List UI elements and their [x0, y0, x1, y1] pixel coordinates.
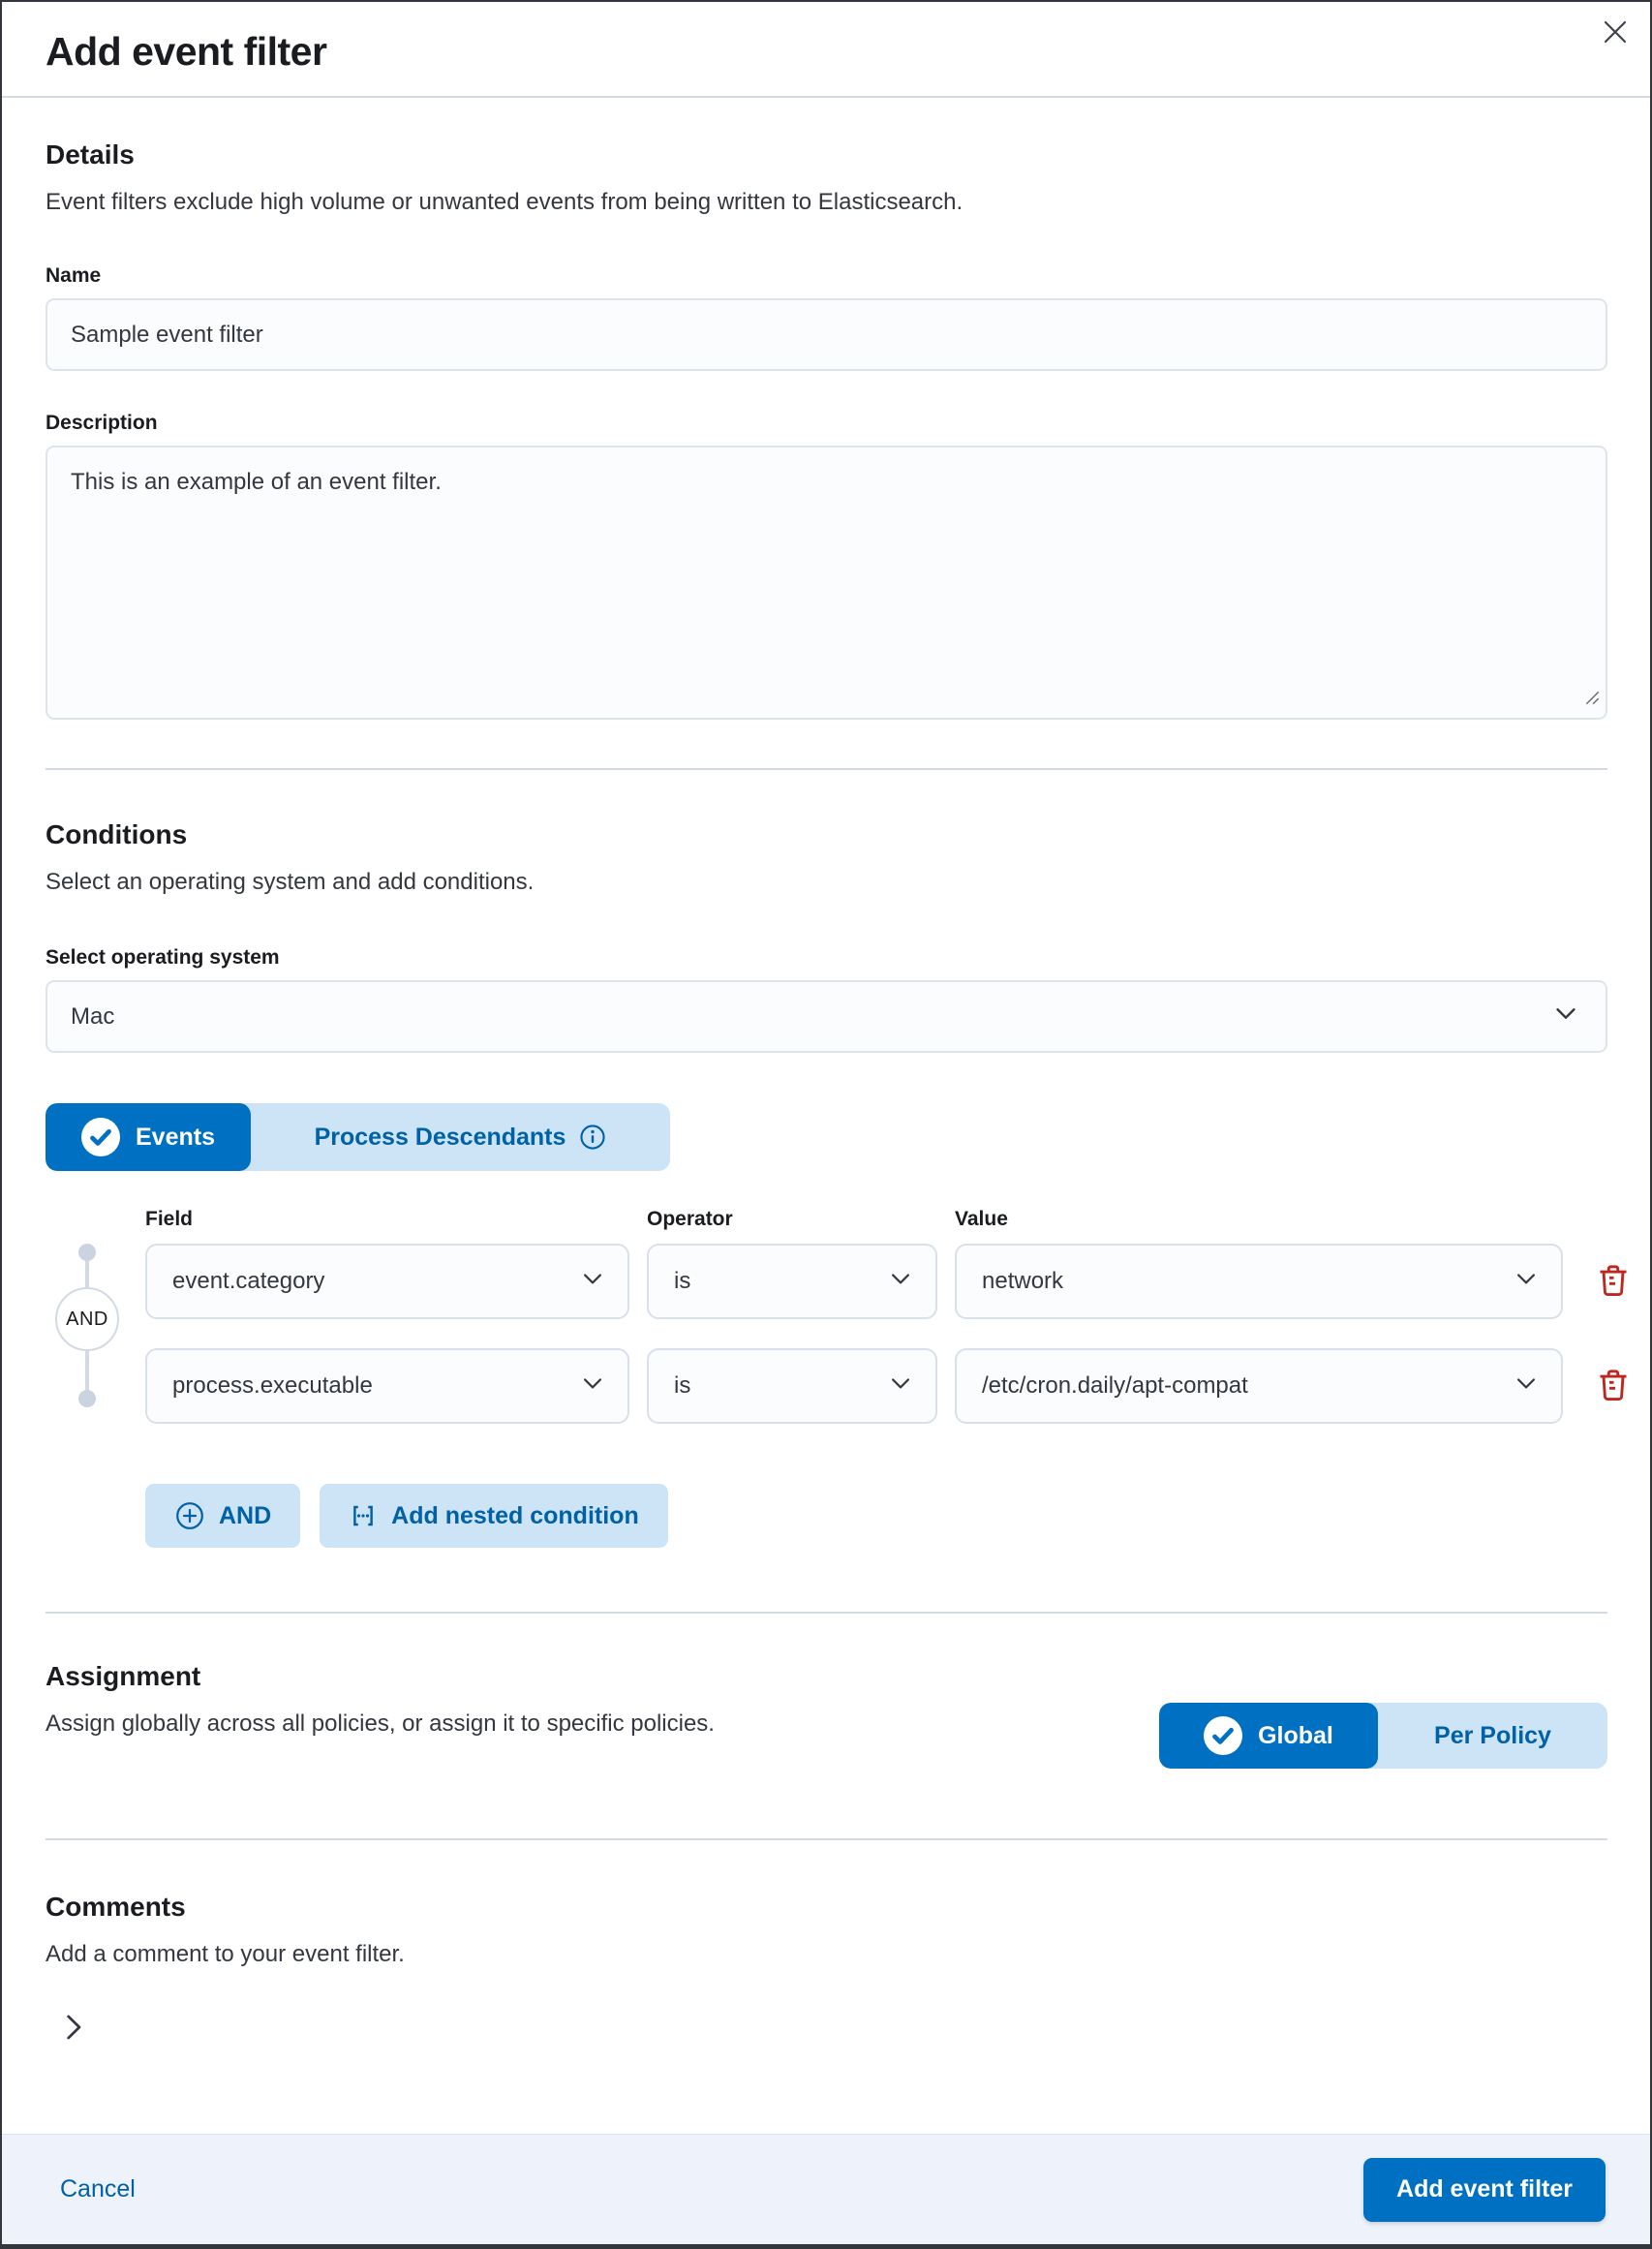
connector-dot-top — [78, 1244, 96, 1261]
comments-heading: Comments — [46, 1892, 186, 1922]
condition-row — [145, 1348, 1635, 1424]
add-event-filter-button[interactable]: Add event filter — [1363, 2158, 1606, 2222]
value-select-value: /etc/cron.daily/apt-compat — [982, 1372, 1248, 1399]
divider — [46, 1612, 1607, 1614]
tab-events[interactable] — [46, 1103, 251, 1171]
condition-row — [145, 1244, 1635, 1319]
conditions-subtitle: Select an operating system and add conditions. — [46, 869, 535, 895]
assignment-heading: Assignment — [46, 1661, 201, 1691]
delete-condition-button[interactable] — [1592, 1260, 1635, 1303]
operator-select[interactable] — [647, 1244, 937, 1319]
modal-body — [2, 98, 1650, 2134]
and-connector-badge: AND — [55, 1287, 119, 1351]
close-icon — [1600, 16, 1631, 50]
toggle-global[interactable] — [1159, 1703, 1378, 1769]
chevron-right-icon — [57, 2011, 90, 2047]
delete-condition-button[interactable] — [1592, 1365, 1635, 1407]
field-select[interactable] — [145, 1348, 629, 1424]
description-textarea-wrap — [46, 446, 1607, 720]
value-select[interactable] — [955, 1348, 1563, 1424]
comments-expand-button[interactable] — [57, 2009, 96, 2048]
divider — [46, 1838, 1607, 1840]
condition-type-toggle — [46, 1103, 670, 1171]
field-column-label: Field — [145, 1208, 194, 1230]
chevron-down-icon — [579, 1370, 606, 1403]
modal-footer — [2, 2134, 1650, 2244]
assignment-subtitle: Assign globally across all policies, or assign it to specific policies. — [46, 1710, 715, 1737]
field-select-value: event.category — [172, 1268, 325, 1294]
os-select[interactable] — [46, 980, 1607, 1053]
field-select-value: process.executable — [172, 1372, 373, 1399]
check-circle-icon — [1204, 1716, 1242, 1755]
trash-icon — [1594, 1366, 1633, 1407]
tab-events-label: Events — [136, 1123, 215, 1151]
comments-subtitle: Add a comment to your event filter. — [46, 1941, 405, 1967]
plus-circle-icon — [174, 1500, 205, 1531]
assignment-toggle — [1159, 1703, 1607, 1769]
name-input[interactable] — [46, 298, 1607, 371]
details-subtitle: Event filters exclude high volume or unwanted events from being written to Elasticsearch. — [46, 189, 964, 215]
check-circle-icon — [81, 1118, 120, 1156]
tab-process-descendants-label: Process Descendants — [314, 1123, 566, 1151]
and-connector — [46, 1244, 129, 1424]
modal-header — [2, 2, 1650, 98]
condition-column-labels — [145, 1206, 1607, 1232]
value-select-value: network — [982, 1268, 1064, 1294]
operator-select-value: is — [674, 1372, 691, 1399]
add-and-condition-button[interactable] — [145, 1484, 300, 1548]
add-and-condition-label: AND — [219, 1501, 272, 1529]
chevron-down-icon — [1551, 999, 1580, 1034]
add-nested-condition-button[interactable] — [320, 1484, 668, 1548]
toggle-per-policy-label: Per Policy — [1434, 1721, 1551, 1749]
details-heading: Details — [46, 139, 135, 169]
toggle-global-label: Global — [1258, 1721, 1333, 1749]
divider — [46, 768, 1607, 770]
condition-builder — [46, 1206, 1607, 1548]
name-label: Name — [46, 264, 102, 287]
description-textarea[interactable] — [46, 446, 1607, 720]
connector-dot-bottom — [78, 1390, 96, 1407]
chevron-down-icon — [1513, 1370, 1540, 1403]
chevron-down-icon — [887, 1370, 914, 1403]
assignment-row — [46, 1693, 1607, 1769]
condition-actions — [145, 1484, 1607, 1548]
chevron-down-icon — [1513, 1265, 1540, 1299]
resize-handle-icon[interactable] — [1583, 689, 1601, 711]
info-icon — [579, 1124, 606, 1151]
tab-process-descendants[interactable] — [251, 1103, 670, 1171]
value-column-label: Value — [955, 1208, 1008, 1230]
os-select-label: Select operating system — [46, 946, 280, 969]
cancel-button[interactable]: Cancel — [60, 2175, 136, 2203]
close-button[interactable] — [1594, 12, 1637, 54]
trash-icon — [1594, 1261, 1633, 1303]
chevron-down-icon — [887, 1265, 914, 1299]
value-select[interactable] — [955, 1244, 1563, 1319]
operator-select-value: is — [674, 1268, 691, 1294]
field-select[interactable] — [145, 1244, 629, 1319]
os-select-value: Mac — [71, 1002, 115, 1030]
add-nested-condition-label: Add nested condition — [391, 1501, 639, 1529]
toggle-per-policy[interactable] — [1378, 1703, 1607, 1769]
modal-title: Add event filter — [46, 29, 327, 74]
conditions-heading: Conditions — [46, 819, 188, 849]
description-label: Description — [46, 412, 158, 434]
operator-select[interactable] — [647, 1348, 937, 1424]
operator-column-label: Operator — [647, 1208, 733, 1230]
nested-condition-icon — [349, 1501, 378, 1530]
chevron-down-icon — [579, 1265, 606, 1299]
